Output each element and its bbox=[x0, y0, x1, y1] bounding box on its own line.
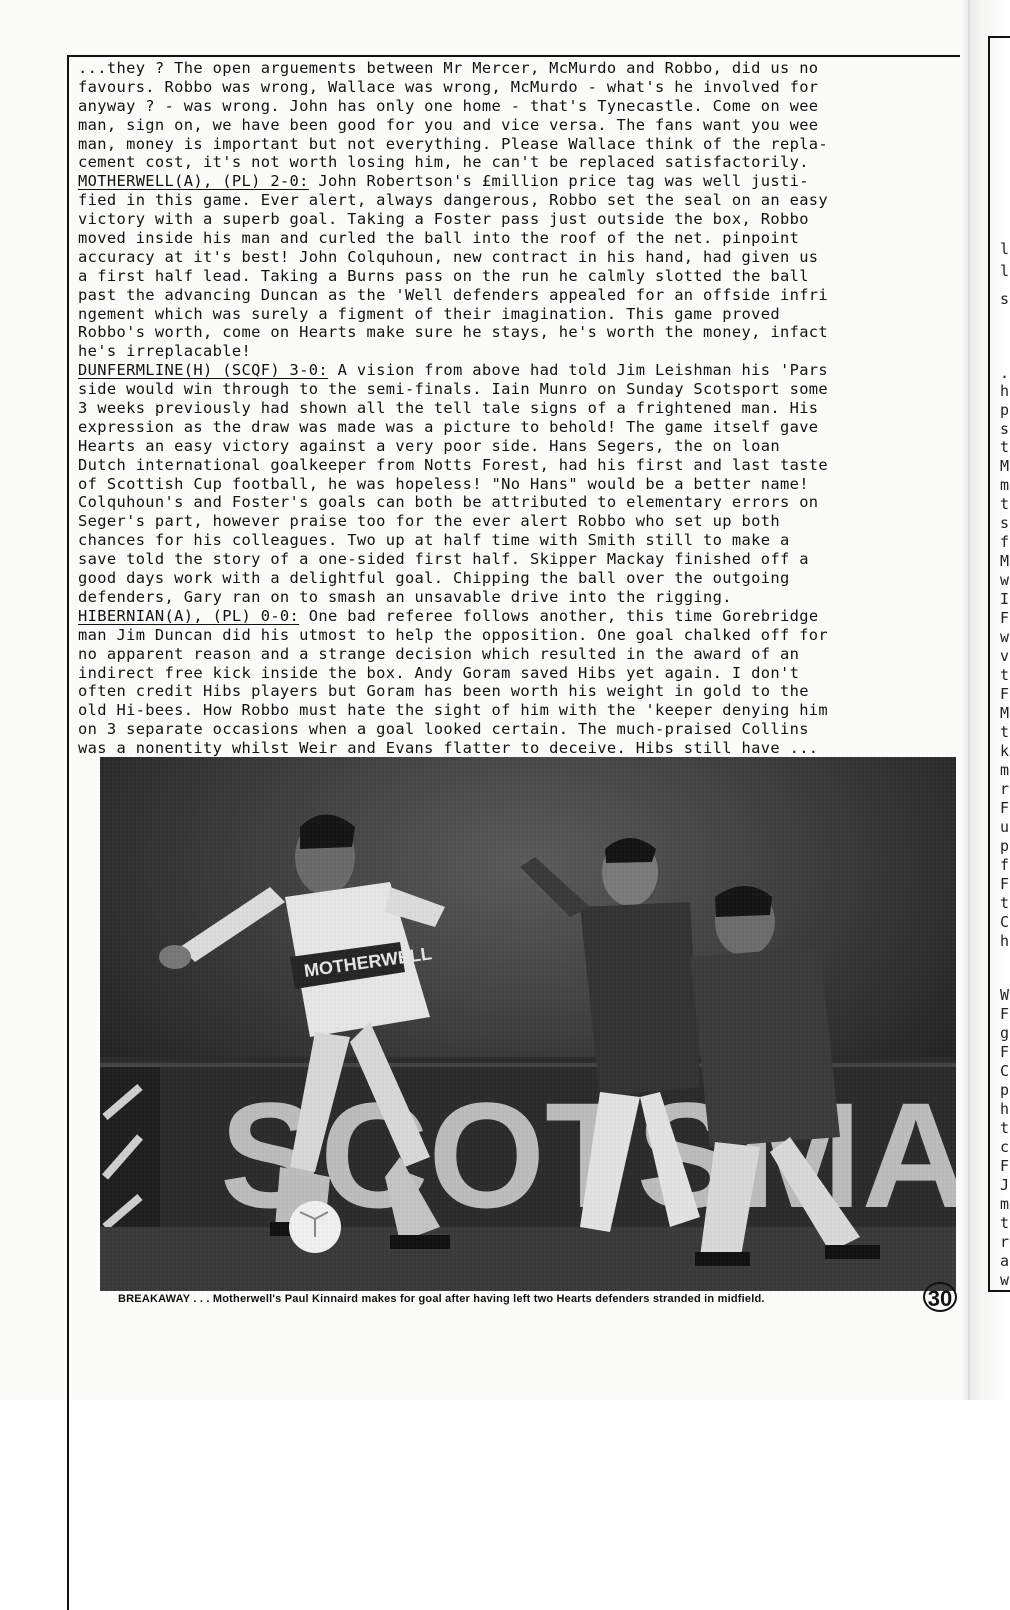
article-line bbox=[78, 701, 958, 720]
facing-page-letter: f bbox=[1000, 533, 1010, 551]
facing-page-letter: t bbox=[1000, 438, 1010, 456]
facing-page-letter: F bbox=[1000, 799, 1010, 817]
article-line bbox=[78, 286, 958, 305]
article-line-text: defenders, Gary ran on to smash an unsavable drive into the rigging. bbox=[78, 587, 732, 606]
article-line-text: fied in this game. Ever alert, always dangerous, Robbo set the seal on an easy bbox=[78, 191, 829, 210]
article-line bbox=[78, 607, 958, 626]
article-line-text: often credit Hibs players but Goram has been worth his weight in gold to the bbox=[78, 682, 809, 701]
facing-page-letter: r bbox=[1000, 1233, 1010, 1251]
article-line bbox=[78, 569, 958, 588]
article-line-text: 3 weeks previously had shown all the tell tale signs of a frightened man. His bbox=[78, 399, 819, 418]
article-line bbox=[78, 248, 958, 267]
match-photo bbox=[100, 757, 956, 1291]
facing-page-letter: u bbox=[1000, 818, 1010, 836]
article-line-text: anyway ? - was wrong. John has only one home - that's Tynecastle. Come on wee bbox=[78, 96, 819, 115]
article-line bbox=[78, 512, 958, 531]
article-line bbox=[78, 588, 958, 607]
facing-page-letter: C bbox=[1000, 913, 1010, 931]
article-line bbox=[78, 399, 958, 418]
article-line-text: accuracy at it's best! John Colquhoun, new contract in his hand, had given us bbox=[78, 247, 819, 266]
article-line-text: man, sign on, we have been good for you and vice versa. The fans want you wee bbox=[78, 115, 819, 134]
article-line-text: a first half lead. Taking a Burns pass on the run he calmly slotted the ball bbox=[78, 266, 809, 285]
facing-page-letter: F bbox=[1000, 1157, 1010, 1175]
match-heading: DUNFERMLINE(H) (SCQF) 3-0: bbox=[78, 361, 329, 380]
facing-page-letter: W bbox=[1000, 986, 1010, 1004]
article-line-text: cement cost, it's not worth losing him, he can't be replaced satisfactorily. bbox=[78, 153, 809, 172]
facing-page-letter: w bbox=[1000, 1271, 1010, 1289]
article-line-text: One bad referee follows another, this time Gorebridge bbox=[299, 606, 819, 625]
facing-page-letter: F bbox=[1000, 1043, 1010, 1061]
photo-caption: BREAKAWAY . . . Motherwell's Paul Kinnaird makes for goal after having left two Hearts defenders stranded in midfield. bbox=[118, 1293, 765, 1305]
article-line-text: Seger's part, however praise too for the ever alert Robbo who set up both bbox=[78, 512, 780, 531]
facing-page-letter: F bbox=[1000, 875, 1010, 893]
facing-page-letter: M bbox=[1000, 457, 1010, 475]
facing-page-letter: t bbox=[1000, 1119, 1010, 1137]
facing-page-letter: F bbox=[1000, 1005, 1010, 1023]
article-frame-top bbox=[67, 55, 960, 57]
article-line bbox=[78, 739, 958, 758]
article-line bbox=[78, 342, 958, 361]
facing-page-letter: . bbox=[1000, 364, 1010, 382]
facing-page-letter: m bbox=[1000, 761, 1010, 779]
article-line-text: man Jim Duncan did his utmost to help the opposition. One goal chalked off for bbox=[78, 625, 829, 644]
facing-page-letter: s bbox=[1000, 420, 1010, 438]
article-line bbox=[78, 305, 958, 324]
article-line-text: was a nonentity whilst Weir and Evans flatter to deceive. Hibs still have ... bbox=[78, 739, 819, 758]
facing-page-letter: h bbox=[1000, 382, 1010, 400]
article-line bbox=[78, 135, 958, 154]
article-line bbox=[78, 418, 958, 437]
article-line bbox=[78, 456, 958, 475]
facing-page-letter: h bbox=[1000, 932, 1010, 950]
facing-page-letter: m bbox=[1000, 1195, 1010, 1213]
article-line bbox=[78, 493, 958, 512]
facing-page-letter: w bbox=[1000, 628, 1010, 646]
article-line-text: favours. Robbo was wrong, Wallace was wrong, McMurdo - what's he involved for bbox=[78, 77, 819, 96]
article-line bbox=[78, 267, 958, 286]
facing-page-letter: F bbox=[1000, 609, 1010, 627]
article-line bbox=[78, 78, 958, 97]
article-line-text: Hearts an easy victory against a very poor side. Hans Segers, the on loan bbox=[78, 436, 780, 455]
article-line bbox=[78, 380, 958, 399]
article-line-text: ngement which was surely a figment of their imagination. This game proved bbox=[78, 304, 780, 323]
article-line bbox=[78, 210, 958, 229]
facing-page-letter: t bbox=[1000, 723, 1010, 741]
article-line bbox=[78, 153, 958, 172]
article-line bbox=[78, 475, 958, 494]
facing-page-letter: t bbox=[1000, 894, 1010, 912]
article-line bbox=[78, 720, 958, 739]
article-line bbox=[78, 59, 958, 78]
article-line-text: moved inside his man and curled the ball into the roof of the net. pinpoint bbox=[78, 229, 800, 248]
facing-page-letter: p bbox=[1000, 837, 1010, 855]
article-line-text: of Scottish Cup football, he was hopeless! "No Hans" would be a better name! bbox=[78, 474, 809, 493]
facing-page-letter: h bbox=[1000, 1100, 1010, 1118]
article-line-text: good days work with a delightful goal. Chipping the ball over the outgoing bbox=[78, 569, 790, 588]
article-line-text: Robbo's worth, come on Hearts make sure he stays, he's worth the money, infact bbox=[78, 323, 829, 342]
article-line-text: Colquhoun's and Foster's goals can both be attributed to elementary errors on bbox=[78, 493, 819, 512]
facing-page-fragments bbox=[986, 0, 1010, 1400]
facing-page-letter: J bbox=[1000, 1176, 1010, 1194]
article-line bbox=[78, 229, 958, 248]
article-frame-left bbox=[67, 55, 69, 1610]
facing-page-letter: t bbox=[1000, 1214, 1010, 1232]
article-line bbox=[78, 172, 958, 191]
match-heading: HIBERNIAN(A), (PL) 0-0: bbox=[78, 606, 300, 625]
facing-page-letter: m bbox=[1000, 476, 1010, 494]
article-line bbox=[78, 626, 958, 645]
article-line-text: expression as the draw was made was a picture to behold! The game itself gave bbox=[78, 417, 819, 436]
facing-page-letter: t bbox=[1000, 495, 1010, 513]
article-line-text: side would win through to the semi-finals. Iain Munro on Sunday Scotsport some bbox=[78, 380, 829, 399]
article-text bbox=[78, 59, 958, 758]
facing-page-letter: s bbox=[1000, 290, 1010, 308]
article-line bbox=[78, 361, 958, 380]
article-line-text: he's irreplacable! bbox=[78, 342, 252, 361]
article-line bbox=[78, 116, 958, 135]
article-line-text: on 3 separate occasions when a goal looked certain. The much-praised Collins bbox=[78, 720, 809, 739]
article-line-text: Dutch international goalkeeper from Notts Forest, had his first and last taste bbox=[78, 455, 829, 474]
article-line bbox=[78, 323, 958, 342]
article-line bbox=[78, 531, 958, 550]
article-line-text: John Robertson's £million price tag was well justi- bbox=[308, 172, 809, 191]
article-line-text: past the advancing Duncan as the 'Well defenders appealed for an offside infri bbox=[78, 285, 829, 304]
article-line-text: chances for his colleagues. Two up at half time with Smith still to make a bbox=[78, 531, 790, 550]
article-line bbox=[78, 437, 958, 456]
article-line bbox=[78, 645, 958, 664]
facing-page-letter: p bbox=[1000, 401, 1010, 419]
facing-page-letter: g bbox=[1000, 1024, 1010, 1042]
gutter-shadow bbox=[960, 0, 970, 1400]
facing-page-letter: M bbox=[1000, 552, 1010, 570]
facing-page-letter: M bbox=[1000, 704, 1010, 722]
facing-page-letter: v bbox=[1000, 647, 1010, 665]
facing-page-letter: s bbox=[1000, 514, 1010, 532]
facing-page-letter: F bbox=[1000, 685, 1010, 703]
article-line-text: ...they ? The open arguements between Mr Mercer, McMurdo and Robbo, did us no bbox=[78, 59, 819, 77]
facing-page-letter: p bbox=[1000, 1081, 1010, 1099]
article-line-text: no apparent reason and a strange decision which resulted in the award of an bbox=[78, 644, 800, 663]
facing-page-letter: c bbox=[1000, 1138, 1010, 1156]
facing-page-letter: a bbox=[1000, 1252, 1010, 1270]
article-line-text: save told the story of a one-sided first half. Skipper Mackay finished off a bbox=[78, 550, 809, 569]
page-number: 30 bbox=[923, 1282, 957, 1312]
facing-page-letter: k bbox=[1000, 742, 1010, 760]
facing-page-letter: I bbox=[1000, 590, 1010, 608]
article-line-text: old Hi-bees. How Robbo must hate the sight of him with the 'keeper denying him bbox=[78, 701, 829, 720]
article-line-text: indirect free kick inside the box. Andy Goram saved Hibs yet again. I don't bbox=[78, 663, 800, 682]
facing-page-letter: t bbox=[1000, 666, 1010, 684]
facing-page-letter: r bbox=[1000, 780, 1010, 798]
facing-page-letter: l bbox=[1000, 240, 1010, 258]
facing-page-letter: f bbox=[1000, 856, 1010, 874]
article-line-text: victory with a superb goal. Taking a Foster pass just outside the box, Robbo bbox=[78, 210, 809, 229]
article-line bbox=[78, 191, 958, 210]
article-line bbox=[78, 550, 958, 569]
article-line-text: man, money is important but not everything. Please Wallace think of the repla- bbox=[78, 134, 829, 153]
facing-page-letter: C bbox=[1000, 1062, 1010, 1080]
article-line bbox=[78, 682, 958, 701]
article-line bbox=[78, 664, 958, 683]
article-line bbox=[78, 97, 958, 116]
facing-page-letter: l bbox=[1000, 262, 1010, 280]
match-heading: MOTHERWELL(A), (PL) 2-0: bbox=[78, 172, 309, 191]
facing-page-letter: w bbox=[1000, 571, 1010, 589]
article-line-text: A vision from above had told Jim Leishman his 'Pars bbox=[328, 361, 829, 380]
